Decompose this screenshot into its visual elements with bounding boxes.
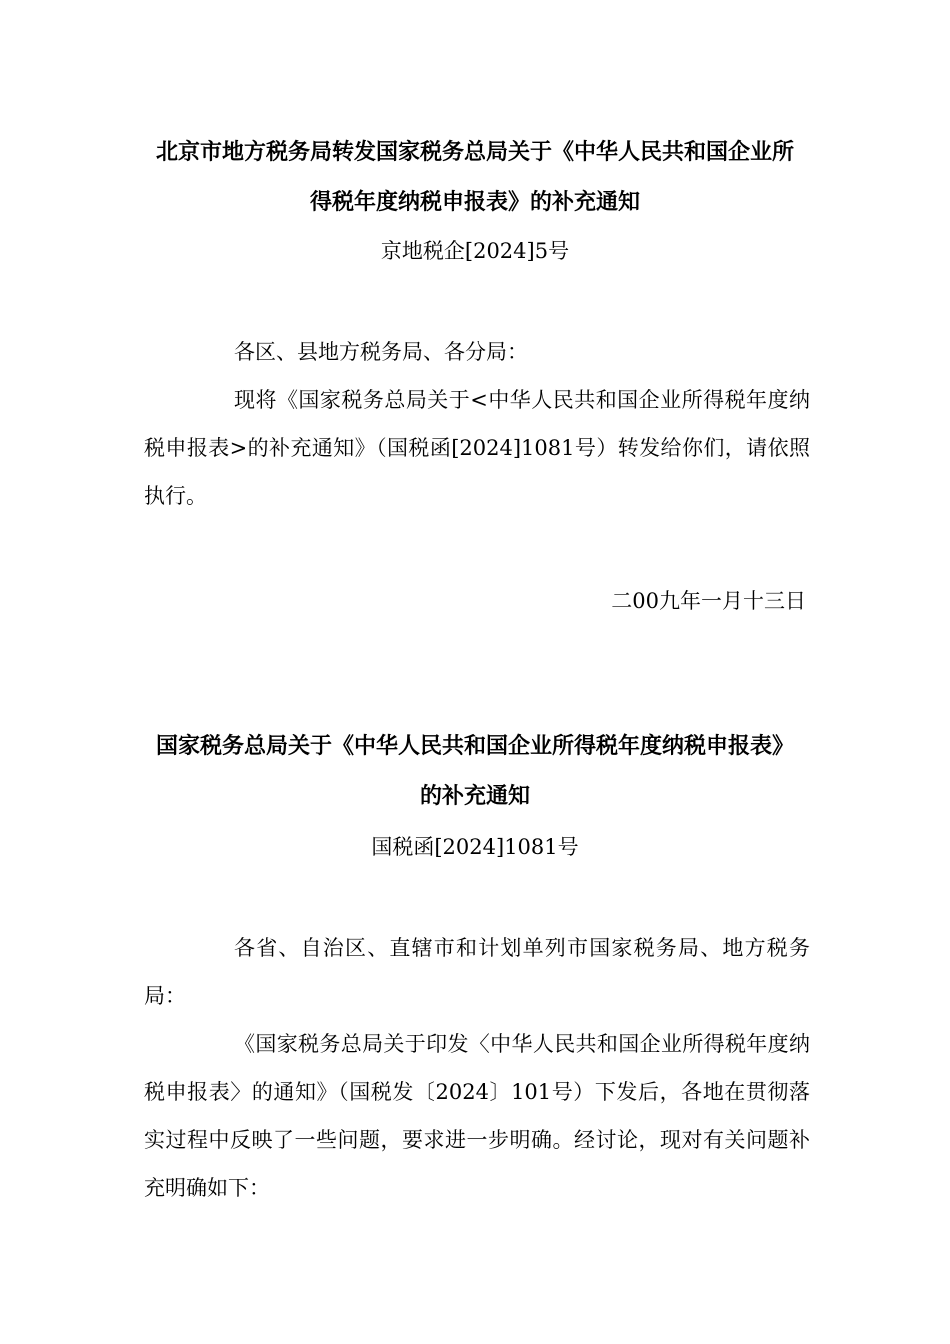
notice2-salutation: 各省、自治区、直辖市和计划单列市国家税务局、地方税务局： — [144, 936, 810, 1008]
notice2-title-line2: 的补充通知 — [419, 784, 530, 809]
notice2-body: 《国家税务总局关于印发〈中华人民共和国企业所得税年度纳税申报表〉的通知》（国税发〔2024〕101号）下发后，各地在贯彻落实过程中反映了一些问题，要求进一步明确。经讨论，现对有关问题补充明确如下： — [144, 1032, 810, 1200]
notice1-body: 现将《国家税务总局关于<中华人民共和国企业所得税年度纳税申报表>的补充通知》（国税函[2024]1081号）转发给你们，请依照执行。 — [144, 388, 810, 508]
notice1-title-line2: 得税年度纳税申报表》的补充通知 — [309, 190, 640, 215]
notice2-doc-number: 国税函[2024]1081号 — [371, 835, 579, 859]
notice1-doc-number: 京地税企[2024]5号 — [380, 239, 570, 263]
notice1-title-line1: 北京市地方税务局转发国家税务总局关于《中华人民共和国企业所 — [155, 140, 794, 165]
notice1-date: 二00九年一月十三日 — [611, 589, 806, 613]
notice1-salutation: 各区、县地方税务局、各分局： — [234, 340, 528, 364]
notice2-title-line1: 国家税务总局关于《中华人民共和国企业所得税年度纳税申报表》 — [155, 734, 794, 759]
